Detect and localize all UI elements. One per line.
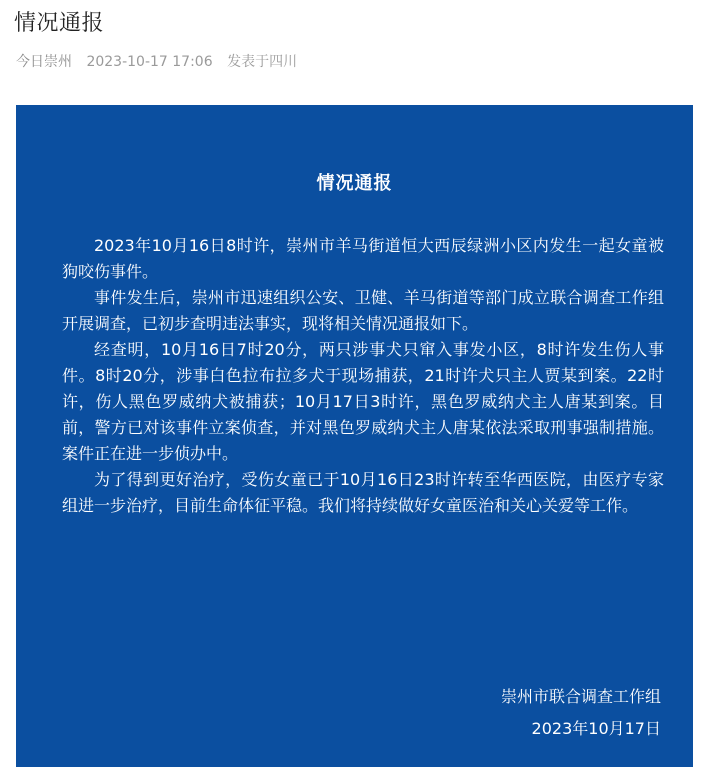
publish-location: 发表于四川 [227, 54, 298, 70]
notice-image[interactable] [16, 105, 693, 767]
notice-paragraph: 经查明，10月16日7时20分，两只涉事犬只窜入事发小区，8时许发生伤人事件。8时20分，涉事白色拉布拉多犬于现场捕获，21时许犬只主人贾某到案。22时许，伤人黑色罗威纳犬被捕获；10月17日3时许，黑色罗威纳犬主人唐某到案。目前，警方已对该事件立案侦查，并对黑色罗威纳犬主人唐某依法采取刑事强制措施。案件正在进一步侦办中。 [62, 340, 664, 463]
account-name-link[interactable]: 今日崇州 [16, 54, 72, 70]
notice-body [62, 233, 664, 519]
notice-paragraph: 为了得到更好治疗，受伤女童已于10月16日23时许转至华西医院，由医疗专家组进一步治疗，目前生命体征平稳。我们将持续做好女童医治和关心关爱等工作。 [62, 470, 664, 515]
signature-org: 崇州市联合调查工作组 [500, 687, 661, 706]
publish-datetime: 2023-10-17 17:06 [86, 54, 213, 70]
notice-signature [501, 681, 661, 745]
signature-date: 2023年10月17日 [531, 719, 661, 738]
notice-paragraph: 事件发生后，崇州市迅速组织公安、卫健、羊马街道等部门成立联合调查工作组开展调查，已初步查明违法事实，现将相关情况通报如下。 [62, 288, 664, 333]
article-title: 情况通报 [14, 11, 105, 36]
notice-paragraph: 2023年10月16日8时许，崇州市羊马街道恒大西辰绿洲小区内发生一起女童被狗咬伤事件。 [62, 236, 664, 281]
notice-heading: 情况通报 [316, 173, 393, 194]
article-meta [16, 52, 307, 72]
